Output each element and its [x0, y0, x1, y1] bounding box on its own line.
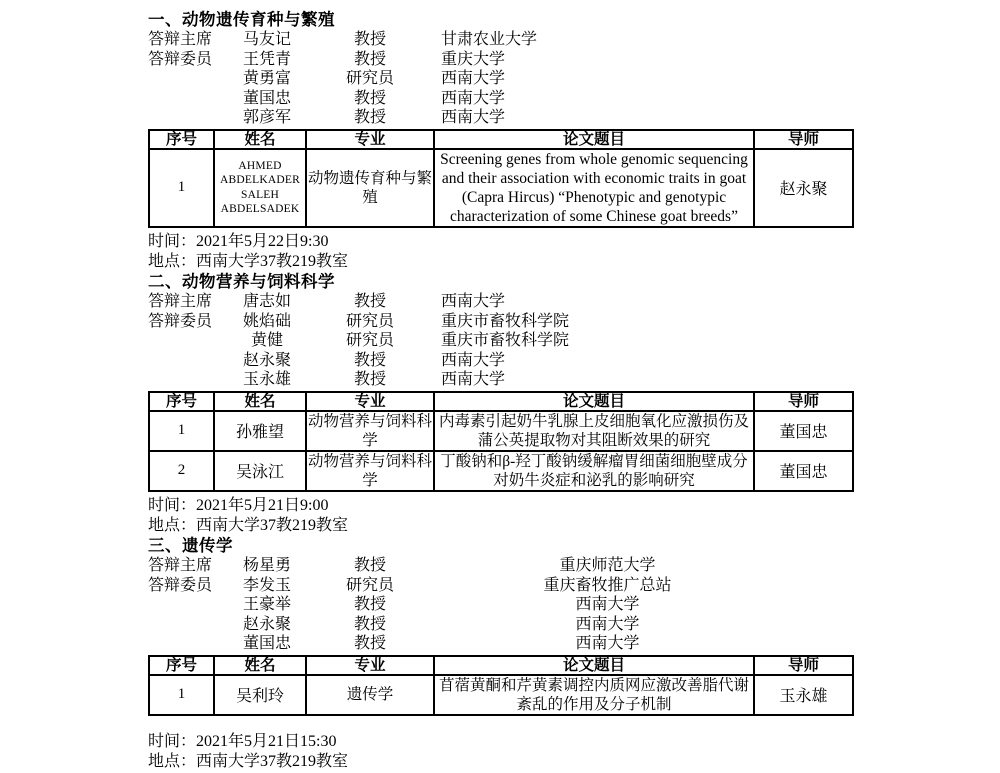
committee-member-name: 王凭青 — [242, 50, 291, 68]
committee-member-org: 重庆畜牧推广总站 — [543, 576, 672, 594]
committee-member-org: 西南大学 — [441, 351, 506, 369]
cell-thesis-title: 丁酸钠和β-羟丁酸钠缓解瘤胃细菌细胞壁成分对奶牛炎症和泌乳的影响研究 — [434, 451, 754, 491]
committee-member-title: 教授 — [353, 292, 386, 310]
committee-member-name: 王豪举 — [242, 596, 291, 614]
committee-role-label: 答辩委员 — [148, 50, 213, 68]
committee-member-name: 董国忠 — [242, 635, 291, 653]
col-header-major: 专业 — [306, 392, 434, 411]
committee-member-org: 西南大学 — [441, 109, 506, 127]
committee-member-title: 教授 — [353, 109, 386, 127]
time-line: 时间：2021年5月22日9:30 — [148, 232, 329, 250]
committee-member-org: 西南大学 — [575, 635, 640, 653]
cell-advisor: 董国忠 — [754, 451, 853, 491]
committee-member-title: 教授 — [353, 556, 386, 574]
committee-role-label — [148, 595, 235, 615]
committee-member-name: 郭彦军 — [242, 109, 291, 127]
committee-row — [148, 615, 852, 635]
committee-row — [148, 292, 852, 312]
cell-thesis-title: 苜蓿黄酮和芹黄素调控内质网应激改善脂代谢紊乱的作用及分子机制 — [434, 675, 754, 715]
committee-member-name: 赵永聚 — [242, 351, 291, 369]
committee-row — [148, 69, 852, 89]
col-header-thesis: 论文题目 — [434, 130, 754, 149]
section-heading: 二、动物营养与饲料科学 — [148, 272, 335, 291]
committee-member-org: 甘肃农业大学 — [441, 31, 538, 48]
committee-role-label: 答辩主席 — [148, 556, 213, 574]
committee-list — [148, 30, 852, 128]
committee-member-name: 唐志如 — [242, 292, 291, 310]
committee-row — [148, 595, 852, 615]
committee-member-org: 西南大学 — [441, 371, 506, 389]
committee-row — [148, 50, 852, 70]
committee-member-name: 马友记 — [242, 31, 291, 48]
cell-student-name: 孙雅望 — [214, 411, 306, 451]
cell-advisor: 玉永雄 — [754, 675, 853, 715]
committee-row — [148, 89, 852, 109]
col-header-advisor: 导师 — [754, 656, 853, 675]
committee-member-name: 董国忠 — [242, 89, 291, 107]
col-header-major: 专业 — [306, 130, 434, 149]
committee-row — [148, 634, 852, 654]
section-heading: 一、动物遗传育种与繁殖 — [148, 11, 335, 29]
location-line: 地点：西南大学37教219教室 — [148, 252, 349, 270]
defense-table — [148, 655, 854, 716]
committee-member-org: 西南大学 — [575, 596, 640, 614]
committee-row — [148, 576, 852, 596]
col-header-advisor: 导师 — [754, 130, 853, 149]
table-header-row — [149, 130, 853, 149]
committee-role-label — [148, 331, 235, 351]
col-header-advisor: 导师 — [754, 392, 853, 411]
location-line: 地点：西南大学37教219教室 — [148, 752, 349, 770]
cell-student-name: AHMED ABDELKADER SALEH ABDELSADEK — [214, 149, 306, 227]
committee-row — [148, 370, 852, 390]
col-header-name: 姓名 — [214, 392, 306, 411]
committee-list — [148, 556, 852, 654]
cell-no: 1 — [149, 149, 214, 227]
location-line: 地点：西南大学37教219教室 — [148, 516, 349, 534]
col-header-thesis: 论文题目 — [434, 656, 754, 675]
committee-member-title: 研究员 — [345, 312, 394, 330]
committee-role-label: 答辩主席 — [148, 31, 213, 48]
committee-role-label — [148, 351, 235, 371]
section-animal-nutrition — [148, 274, 852, 536]
committee-role-label — [148, 69, 235, 89]
table-row — [149, 451, 853, 491]
committee-role-label — [148, 634, 235, 654]
committee-member-name: 姚焰础 — [242, 312, 291, 330]
committee-member-name: 李发玉 — [242, 576, 291, 594]
col-header-no: 序号 — [149, 392, 214, 411]
committee-member-org: 重庆大学 — [441, 50, 506, 68]
committee-member-title: 研究员 — [345, 332, 394, 350]
committee-role-label: 答辩委员 — [148, 576, 213, 594]
committee-member-org: 重庆市畜牧科学院 — [441, 312, 570, 330]
section-animal-breeding — [148, 12, 852, 272]
committee-list — [148, 292, 852, 390]
committee-member-title: 教授 — [353, 351, 386, 369]
col-header-thesis: 论文题目 — [434, 392, 754, 411]
cell-no: 1 — [149, 675, 214, 715]
committee-member-name: 玉永雄 — [242, 371, 291, 389]
table-row — [149, 149, 853, 227]
cell-major: 动物营养与饲料科学 — [307, 412, 432, 449]
committee-row — [148, 351, 852, 371]
cell-student-name: 吴泳江 — [214, 451, 306, 491]
col-header-no: 序号 — [149, 130, 214, 149]
committee-role-label — [148, 89, 235, 109]
committee-member-title: 教授 — [353, 635, 386, 653]
table-row — [149, 675, 853, 715]
committee-row — [148, 331, 852, 351]
committee-member-org: 西南大学 — [441, 89, 506, 107]
committee-member-org: 西南大学 — [441, 70, 506, 88]
committee-member-org: 重庆市畜牧科学院 — [441, 332, 570, 350]
defense-table — [148, 129, 854, 228]
defense-table — [148, 391, 854, 492]
committee-member-title: 教授 — [353, 596, 386, 614]
committee-role-label: 答辩主席 — [148, 292, 213, 310]
committee-member-title: 教授 — [353, 50, 386, 68]
committee-member-title: 教授 — [353, 615, 386, 633]
committee-member-title: 教授 — [353, 89, 386, 107]
table-header-row — [149, 656, 853, 675]
col-header-name: 姓名 — [214, 656, 306, 675]
cell-no: 1 — [149, 411, 214, 451]
committee-member-org: 西南大学 — [575, 615, 640, 633]
cell-advisor: 赵永聚 — [754, 149, 853, 227]
section-heading: 三、遗传学 — [148, 536, 233, 555]
committee-role-label: 答辩委员 — [148, 312, 213, 330]
time-line: 时间：2021年5月21日15:30 — [148, 732, 337, 750]
committee-member-title: 教授 — [353, 31, 386, 48]
committee-row — [148, 312, 852, 332]
cell-major: 遗传学 — [306, 675, 434, 715]
committee-row — [148, 108, 852, 128]
committee-member-name: 黄勇富 — [242, 70, 291, 88]
cell-thesis-title: 内毒素引起奶牛乳腺上皮细胞氧化应激损伤及蒲公英提取物对其阻断效果的研究 — [434, 411, 754, 451]
committee-member-name: 杨星勇 — [242, 556, 291, 574]
committee-row — [148, 30, 852, 50]
cell-advisor: 董国忠 — [754, 411, 853, 451]
committee-role-label — [148, 370, 235, 390]
col-header-no: 序号 — [149, 656, 214, 675]
committee-role-label — [148, 108, 235, 128]
col-header-major: 专业 — [306, 656, 434, 675]
committee-member-title: 教授 — [353, 371, 386, 389]
table-row — [149, 411, 853, 451]
cell-major: 动物遗传育种与繁殖 — [306, 149, 434, 227]
committee-member-org: 重庆师范大学 — [559, 556, 656, 574]
table-header-row — [149, 392, 853, 411]
committee-role-label — [148, 615, 235, 635]
cell-no: 2 — [149, 451, 214, 491]
committee-member-org: 西南大学 — [441, 292, 506, 310]
cell-student-name: 吴利玲 — [214, 675, 306, 715]
committee-row — [148, 556, 852, 576]
time-line: 时间：2021年5月21日9:00 — [148, 496, 329, 514]
cell-thesis-title: Screening genes from whole genomic sequencing and their association with economic traits in goat (Capra Hircus) “Phenotypic and genotypic characterization of some Chinese goat breeds” — [434, 149, 754, 227]
committee-member-name: 赵永聚 — [242, 615, 291, 633]
committee-member-title: 研究员 — [345, 70, 394, 88]
cell-major: 动物营养与饲料科学 — [307, 452, 432, 489]
section-genetics — [148, 538, 852, 772]
committee-member-title: 研究员 — [345, 576, 394, 594]
committee-member-name: 黄健 — [250, 332, 283, 350]
col-header-name: 姓名 — [214, 130, 306, 149]
